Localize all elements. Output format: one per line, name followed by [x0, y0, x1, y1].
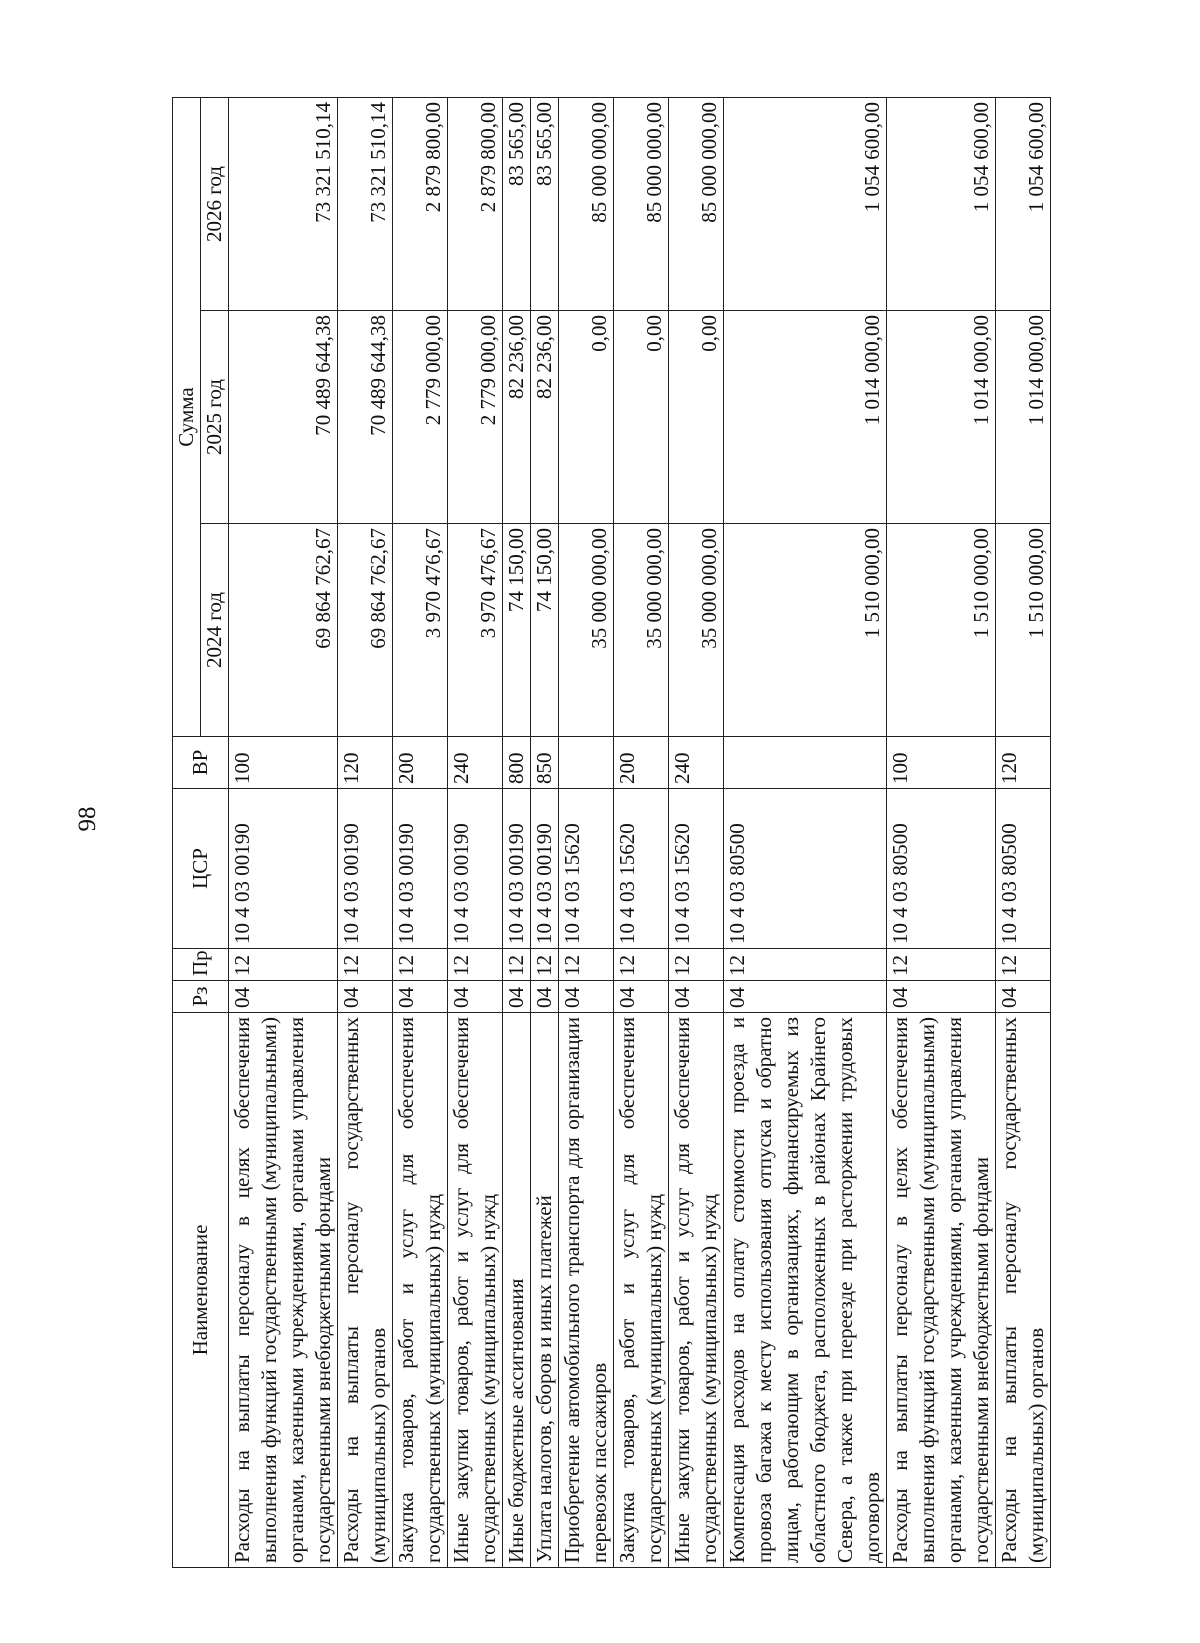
row-sum-2024: 1 510 000,00: [887, 524, 996, 737]
row-vr: 100: [229, 737, 338, 789]
row-csr: 10 4 03 80500: [724, 789, 887, 949]
row-csr: 10 4 03 15620: [614, 789, 669, 949]
row-sum-2025: 0,00: [614, 311, 669, 524]
row-name: Закупка товаров, работ и услуг для обеспечения государственных (муниципальных) нужд: [393, 1013, 448, 1568]
row-rz: 04: [503, 981, 531, 1013]
table-row: [531, 97, 559, 1567]
row-sum-2025: 0,00: [669, 311, 724, 524]
row-name: Расходы на выплаты персоналу государственных (муниципальных) органов: [996, 1013, 1051, 1568]
row-sum-2026: 73 321 510,14: [229, 97, 338, 310]
row-sum-2025: 2 779 000,00: [448, 311, 503, 524]
row-sum-2025: 82 236,00: [503, 311, 531, 524]
row-name: Расходы на выплаты персоналу в целях обеспечения выполнения функций государственными (муниципальными) органами, казенными учреждениями, органами управления государственными внебюджетными фондами: [887, 1013, 996, 1568]
row-pr: 12: [338, 949, 393, 981]
row-sum-2026: 85 000 000,00: [614, 97, 669, 310]
row-pr: 12: [724, 949, 887, 981]
row-sum-2024: 1 510 000,00: [724, 524, 887, 737]
row-pr: 12: [669, 949, 724, 981]
row-name: Расходы на выплаты персоналу в целях обеспечения выполнения функций государственными (муниципальными) органами, казенными учреждениями, органами управления государственными внебюджетными фондами: [229, 1013, 338, 1568]
row-sum-2024: 3 970 476,67: [393, 524, 448, 737]
row-vr: [724, 737, 887, 789]
row-vr: 120: [996, 737, 1051, 789]
page-number: 98: [74, 806, 101, 832]
row-rz: 04: [559, 981, 614, 1013]
row-sum-2026: 73 321 510,14: [338, 97, 393, 310]
table-row: [448, 97, 503, 1567]
row-name: Расходы на выплаты персоналу государственных (муниципальных) органов: [338, 1013, 393, 1568]
table-row: [338, 97, 393, 1567]
table-row: [887, 97, 996, 1567]
row-sum-2024: 69 864 762,67: [338, 524, 393, 737]
row-name: Закупка товаров, работ и услуг для обеспечения государственных (муниципальных) нужд: [614, 1013, 669, 1568]
row-rz: 04: [614, 981, 669, 1013]
budget-table: [172, 97, 1051, 1568]
row-vr: 200: [614, 737, 669, 789]
row-pr: 12: [503, 949, 531, 981]
row-sum-2024: 1 510 000,00: [996, 524, 1051, 737]
table-body: [229, 97, 1051, 1567]
row-name: Иные закупки товаров, работ и услуг для обеспечения государственных (муниципальных) нужд: [669, 1013, 724, 1568]
row-sum-2026: 85 000 000,00: [559, 97, 614, 310]
row-vr: 120: [338, 737, 393, 789]
table-row: [996, 97, 1051, 1567]
row-csr: 10 4 03 00190: [503, 789, 531, 949]
header-rz: Рз: [173, 981, 229, 1013]
row-csr: 10 4 03 15620: [559, 789, 614, 949]
row-name: Компенсация расходов на оплату стоимости проезда и провоза багажа к месту использования отпуска и обратно лицам, работающим в организациях, финансируемых из областного бюджета, расположенных в районах Крайнего Севера, а также при переезде при расторжении трудовых договоров: [724, 1013, 887, 1568]
row-pr: 12: [229, 949, 338, 981]
row-pr: 12: [614, 949, 669, 981]
row-sum-2026: 83 565,00: [503, 97, 531, 310]
row-sum-2024: 3 970 476,67: [448, 524, 503, 737]
row-sum-2026: 1 054 600,00: [724, 97, 887, 310]
row-rz: 04: [669, 981, 724, 1013]
row-sum-2025: 1 014 000,00: [996, 311, 1051, 524]
row-rz: 04: [448, 981, 503, 1013]
row-rz: 04: [229, 981, 338, 1013]
row-vr: [559, 737, 614, 789]
table-row: [229, 97, 338, 1567]
table-row: [724, 97, 887, 1567]
rotated-table-container: [172, 98, 1048, 1568]
row-pr: 12: [887, 949, 996, 981]
row-sum-2025: 0,00: [559, 311, 614, 524]
row-csr: 10 4 03 80500: [996, 789, 1051, 949]
row-sum-2026: 83 565,00: [531, 97, 559, 310]
row-csr: 10 4 03 00190: [448, 789, 503, 949]
row-rz: 04: [996, 981, 1051, 1013]
row-csr: 10 4 03 00190: [531, 789, 559, 949]
table-row: [614, 97, 669, 1567]
table-row: [559, 97, 614, 1567]
table-row: [669, 97, 724, 1567]
row-sum-2025: 82 236,00: [531, 311, 559, 524]
row-csr: 10 4 03 80500: [887, 789, 996, 949]
row-pr: 12: [393, 949, 448, 981]
row-sum-2024: 35 000 000,00: [559, 524, 614, 737]
row-rz: 04: [393, 981, 448, 1013]
row-sum-2024: 69 864 762,67: [229, 524, 338, 737]
row-sum-2025: 1 014 000,00: [724, 311, 887, 524]
row-sum-2026: 85 000 000,00: [669, 97, 724, 310]
row-vr: 240: [448, 737, 503, 789]
row-sum-2025: 2 779 000,00: [393, 311, 448, 524]
row-csr: 10 4 03 00190: [229, 789, 338, 949]
row-csr: 10 4 03 15620: [669, 789, 724, 949]
row-vr: 800: [503, 737, 531, 789]
row-vr: 240: [669, 737, 724, 789]
row-sum-2026: 1 054 600,00: [996, 97, 1051, 310]
header-sum: Сумма: [173, 97, 201, 736]
row-sum-2026: 2 879 800,00: [393, 97, 448, 310]
header-2025: 2025 год: [201, 311, 229, 524]
table-row: [393, 97, 448, 1567]
row-name: Иные закупки товаров, работ и услуг для обеспечения государственных (муниципальных) нужд: [448, 1013, 503, 1568]
row-sum-2024: 74 150,00: [503, 524, 531, 737]
row-sum-2025: 70 489 644,38: [338, 311, 393, 524]
table-row: [503, 97, 531, 1567]
row-pr: 12: [996, 949, 1051, 981]
row-pr: 12: [448, 949, 503, 981]
row-rz: 04: [724, 981, 887, 1013]
header-name: Наименование: [173, 1013, 229, 1568]
row-pr: 12: [531, 949, 559, 981]
header-2026: 2026 год: [201, 97, 229, 310]
row-vr: 100: [887, 737, 996, 789]
row-sum-2025: 70 489 644,38: [229, 311, 338, 524]
row-pr: 12: [559, 949, 614, 981]
row-sum-2026: 1 054 600,00: [887, 97, 996, 310]
row-csr: 10 4 03 00190: [393, 789, 448, 949]
row-rz: 04: [531, 981, 559, 1013]
row-vr: 850: [531, 737, 559, 789]
header-2024: 2024 год: [201, 524, 229, 737]
row-vr: 200: [393, 737, 448, 789]
row-name: Приобретение автомобильного транспорта для организации перевозок пассажиров: [559, 1013, 614, 1568]
row-name: Уплата налогов, сборов и иных платежей: [531, 1013, 559, 1568]
row-sum-2026: 2 879 800,00: [448, 97, 503, 310]
row-name: Иные бюджетные ассигнования: [503, 1013, 531, 1568]
header-pr: Пр: [173, 949, 229, 981]
row-rz: 04: [338, 981, 393, 1013]
row-sum-2025: 1 014 000,00: [887, 311, 996, 524]
row-sum-2024: 35 000 000,00: [669, 524, 724, 737]
row-csr: 10 4 03 00190: [338, 789, 393, 949]
row-sum-2024: 74 150,00: [531, 524, 559, 737]
row-sum-2024: 35 000 000,00: [614, 524, 669, 737]
row-rz: 04: [887, 981, 996, 1013]
header-csr: ЦСР: [173, 789, 229, 949]
header-vr: ВР: [173, 737, 229, 789]
